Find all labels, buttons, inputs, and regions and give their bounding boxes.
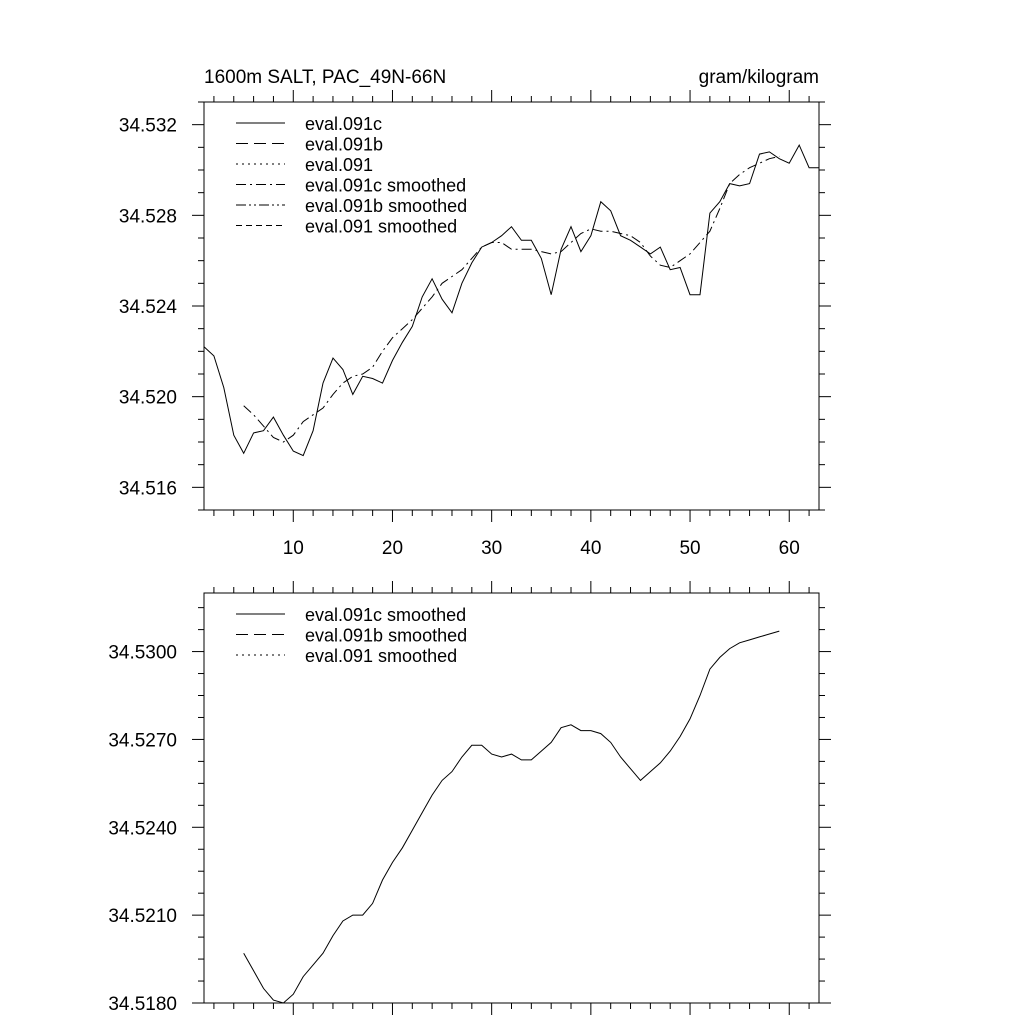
- legend-label: eval.091 smoothed: [305, 646, 458, 666]
- bottom-panel: [108, 581, 831, 1015]
- legend-label: eval.091c: [305, 114, 383, 134]
- x-tick-label: 20: [381, 538, 404, 559]
- x-tick-label: 60: [778, 538, 800, 559]
- y-tick-label: 34.5300: [108, 642, 177, 664]
- y-tick-label: 34.520: [118, 387, 177, 409]
- y-tick-label: 34.5270: [108, 730, 177, 752]
- x-tick-label: 30: [481, 538, 503, 559]
- x-tick-label: 40: [580, 538, 602, 559]
- legend-label: eval.091: [305, 155, 374, 175]
- y-tick-label: 34.516: [118, 478, 177, 500]
- y-tick-label: 34.5240: [108, 818, 177, 840]
- y-tick-label: 34.5210: [108, 906, 177, 928]
- legend-label: eval.091b smoothed: [305, 625, 468, 646]
- legend-label: eval.091b: [305, 134, 384, 155]
- chart-title: 1600m SALT, PAC_49N-66N: [204, 67, 447, 88]
- y-tick-label: 34.532: [118, 115, 177, 137]
- plot-frame: [204, 102, 819, 510]
- top-panel: [119, 67, 831, 559]
- x-tick-label: 10: [282, 538, 304, 559]
- series-line: [244, 631, 780, 1003]
- chart-units: gram/kilogram: [698, 67, 819, 88]
- y-tick-label: 34.524: [118, 297, 177, 318]
- plot-frame: [204, 593, 819, 1003]
- legend-label: eval.091 smoothed: [305, 216, 458, 237]
- legend-label: eval.091c smoothed: [305, 605, 467, 625]
- legend-label: eval.091b smoothed: [305, 196, 468, 216]
- y-tick-label: 34.528: [118, 206, 177, 228]
- y-tick-label: 34.5180: [108, 994, 177, 1015]
- legend-label: eval.091c smoothed: [305, 175, 467, 196]
- x-tick-label: 50: [679, 538, 701, 559]
